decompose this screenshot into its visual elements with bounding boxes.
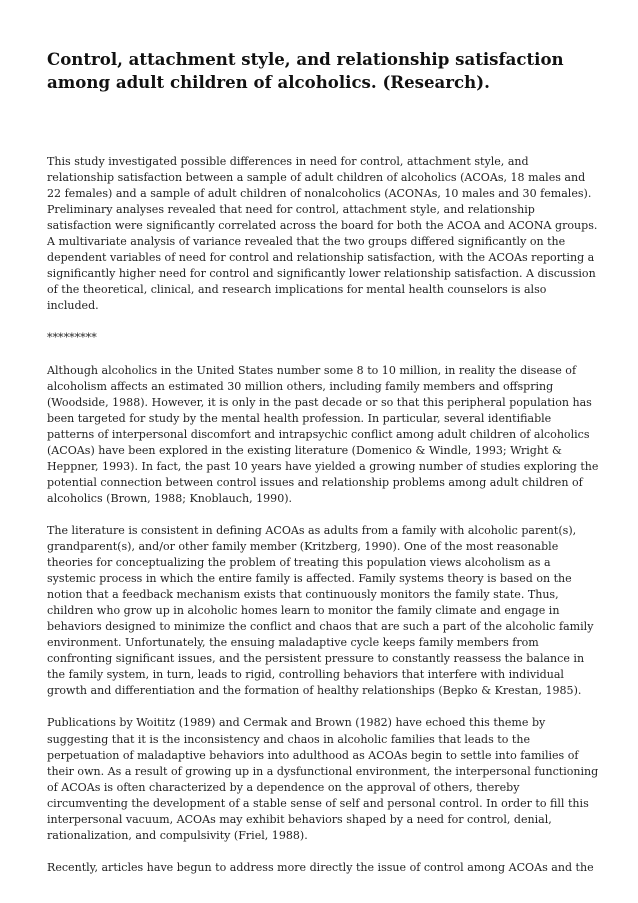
body-paragraph-3: Publications by Woititz (1989) and Cermak and Brown (1982) have echoed this theme by suggesting that it is the inconsistency and chaos in alcoholic families that leads to the perpetuation of maladaptive behaviors into adulthood as ACOAs begin to settle into families of their own. As a result of growing up in a dysfunctional environment, the interpersonal functioning of ACOAs is often characterized by a dependence on the approval of others, thereby circumventing the development of a stable sense of self and personal control. In order to fill this interpersonal vacuum, ACOAs may exhibit behaviors shaped by a need for control, denial, rationalization, and compulsivity (Friel, 1988). <box>47 716 599 842</box>
body-paragraph-2: The literature is consistent in defining ACOAs as adults from a family with alcoholic parent(s), grandparent(s), and/or other family member (Kritzberg, 1990). One of the most reasonable theories for conceptualizing the problem of treating this population views alcoholism as a systemic process in which the entire family is affected. Family systems theory is based on the notion that a feedback mechanism exists that continuously monitors the family state. Thus, children who grow up in alcoholic homes learn to monitor the family climate and engage in behaviors designed to minimize the conflict and chaos that are such a part of the alcoholic family environment. Unfortunately, the ensuing maladaptive cycle keeps family members from confronting significant issues, and the persistent pressure to constantly reassess the balance in the family system, in turn, leads to rigid, controlling behaviors that interfere with individual growth and differentiation and the formation of healthy relationships (Bepko & Krestan, 1985). <box>47 523 594 698</box>
section-separator: ********* <box>47 331 97 345</box>
document-body <box>47 154 599 892</box>
body-paragraph-4: Recently, articles have begun to address more directly the issue of control among ACOAs and the <box>47 860 594 874</box>
document-title: Control, attachment style, and relationship satisfaction among adult children of alcoholics. (Research). <box>47 49 564 92</box>
abstract-paragraph: This study investigated possible differences in need for control, attachment style, and relationship satisfaction between a sample of adult children of alcoholics (ACOAs, 18 males and 22 females) and a sample of adult children of nonalcoholics (ACONAs, 10 males and 30 females). Preliminary analyses revealed that need for control, attachment style, and relationship satisfaction were significantly correlated across the board for both the ACOA and ACONA groups. A multivariate analysis of variance revealed that the two groups differed significantly on the dependent variables of need for control and relationship satisfaction, with the ACOAs reporting a significantly higher need for control and significantly lower relationship satisfaction. A discussion of the theoretical, clinical, and research implications for mental health counselors is also included. <box>47 155 598 313</box>
document-header <box>47 48 597 94</box>
body-paragraph-1: Although alcoholics in the United States number some 8 to 10 million, in reality the disease of alcoholism affects an estimated 30 million others, including family members and offspring (Woodside, 1988). However, it is only in the past decade or so that this peripheral population has been targeted for study by the mental health profession. In particular, several identifiable patterns of interpersonal discomfort and intrapsychic conflict among adult children of alcoholics (ACOAs) have been explored in the existing literature (Domenico & Windle, 1993; Wright & Heppner, 1993). In fact, the past 10 years have yielded a growing number of studies exploring the potential connection between control issues and relationship problems among adult children of alcoholics (Brown, 1988; Knoblauch, 1990). <box>47 363 599 505</box>
